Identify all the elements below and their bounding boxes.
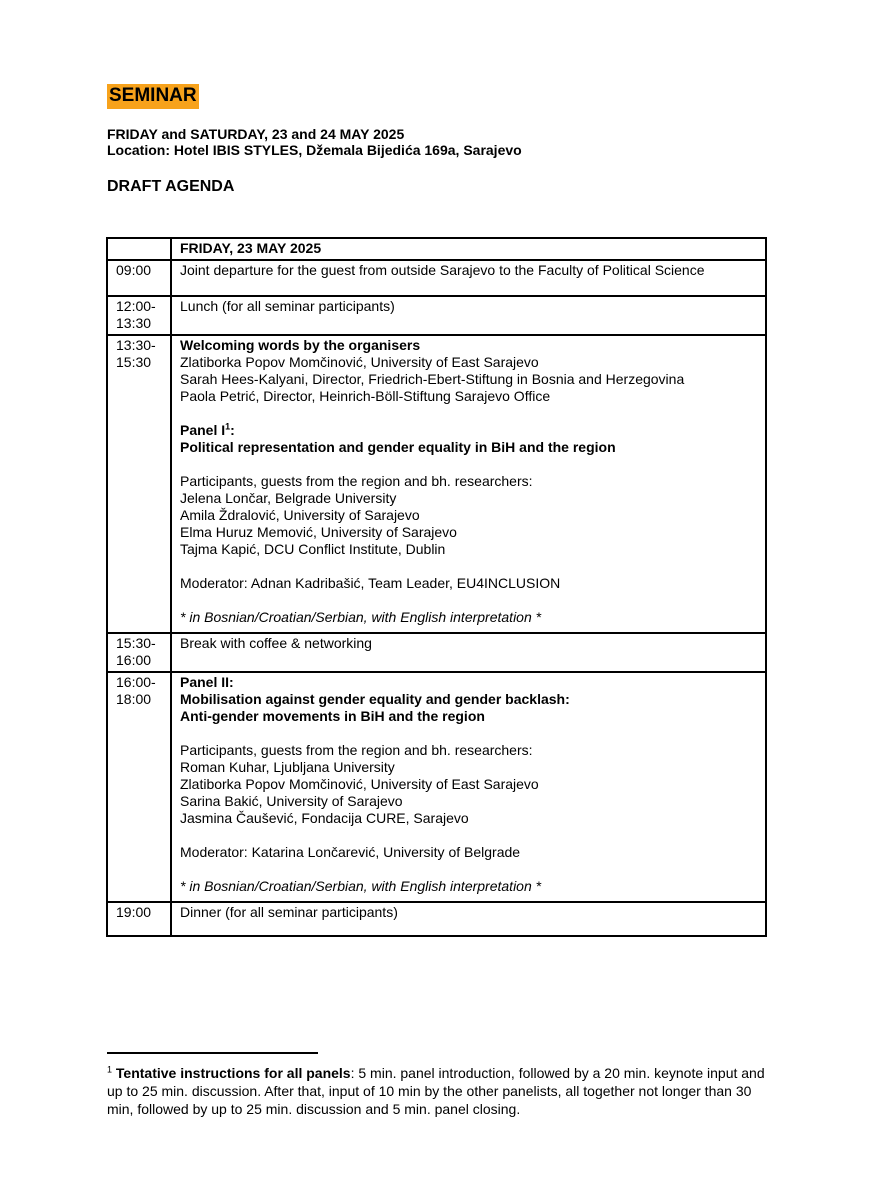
participant: Sarina Bakić, University of Sarajevo (180, 793, 403, 809)
interpretation-note: * in Bosnian/Croatian/Serbian, with English interpretation * (180, 609, 542, 625)
time-cell: 19:00 (107, 902, 171, 936)
welcome-title: Welcoming words by the organisers (180, 337, 421, 353)
participant: Zlatiborka Popov Momčinović, University of East Sarajevo (180, 776, 539, 792)
interpretation-note: * in Bosnian/Croatian/Serbian, with English interpretation * (180, 878, 542, 894)
agenda-day-header-row (107, 238, 766, 260)
panel-2-block (171, 672, 766, 902)
participants-intro: Participants, guests from the region and bh. researchers: (180, 742, 533, 758)
day-header: FRIDAY, 23 MAY 2025 (171, 238, 766, 260)
panel-1-block (171, 335, 766, 633)
page-title: DRAFT AGENDA (107, 178, 235, 195)
participant: Tajma Kapić, DCU Conflict Institute, Dublin (180, 541, 446, 557)
panel-1-title: Political representation and gender equality in BiH and the region (180, 439, 616, 455)
seminar-label: SEMINAR (107, 84, 199, 109)
time-cell: 09:00 (107, 260, 171, 296)
panel-1-label: Panel I$^1$: (180, 421, 235, 438)
welcome-speaker: Sarah Hees-Kalyani, Director, Friedrich-Ebert-Stiftung in Bosnia and Herzegovina (180, 371, 685, 387)
footnote-marker: 1 (107, 1064, 113, 1075)
participant: Jasmina Čaušević, Fondacija CURE, Sarajevo (180, 810, 469, 826)
participant: Amila Ždralović, University of Sarajevo (180, 507, 420, 523)
participant: Roman Kuhar, Ljubljana University (180, 759, 395, 775)
time-cell: 12:00- 13:30 (107, 296, 171, 335)
time-cell: 15:30- 16:00 (107, 633, 171, 672)
agenda-row (107, 633, 766, 672)
participants-intro: Participants, guests from the region and bh. researchers: (180, 473, 533, 489)
agenda-item: Dinner (for all seminar participants) (171, 902, 766, 936)
time-cell: 13:30- 15:30 (107, 335, 171, 633)
event-location: Location: Hotel IBIS STYLES, Džemala Bijedića 169a, Sarajevo (107, 142, 522, 158)
agenda-row (107, 335, 766, 633)
agenda-row (107, 260, 766, 296)
footnote-ref[interactable]: 1 (225, 421, 231, 432)
moderator: Moderator: Adnan Kadribašić, Team Leader, EU4INCLUSION (180, 575, 561, 591)
welcome-speaker: Zlatiborka Popov Momčinović, University of East Sarajevo (180, 354, 539, 370)
agenda-row (107, 296, 766, 335)
footnote (107, 1064, 772, 1118)
agenda-item: Joint departure for the guest from outside Sarajevo to the Faculty of Political Science (171, 260, 766, 296)
moderator: Moderator: Katarina Lončarević, University of Belgrade (180, 844, 521, 860)
agenda-item: Lunch (for all seminar participants) (171, 296, 766, 335)
participant: Elma Huruz Memović, University of Sarajevo (180, 524, 457, 540)
participant: Jelena Lončar, Belgrade University (180, 490, 397, 506)
panel-2-subtitle: Anti-gender movements in BiH and the region (180, 708, 485, 724)
agenda-row (107, 672, 766, 902)
agenda-table (106, 237, 767, 937)
agenda-item: Break with coffee & networking (171, 633, 766, 672)
footnote-text: : 5 min. panel introduction, followed by a 20 min. keynote input and up to 25 min. discussion. After that, input of 10 min by the other panelists, all together not longer than 30 min, followed by up to 25 min. discussion and 5 min. panel closing. (107, 1065, 765, 1117)
panel-2-label: Panel II: (180, 674, 234, 690)
footnote-divider (107, 1052, 318, 1054)
agenda-row (107, 902, 766, 936)
footnote-lead: Tentative instructions for all panels (115, 1065, 351, 1081)
welcome-speaker: Paola Petrić, Director, Heinrich-Böll-Stiftung Sarajevo Office (180, 388, 551, 404)
time-cell-empty (107, 238, 171, 260)
time-cell: 16:00- 18:00 (107, 672, 171, 902)
event-date: FRIDAY and SATURDAY, 23 and 24 MAY 2025 (107, 126, 405, 142)
panel-2-title: Mobilisation against gender equality and gender backlash: (180, 691, 570, 707)
